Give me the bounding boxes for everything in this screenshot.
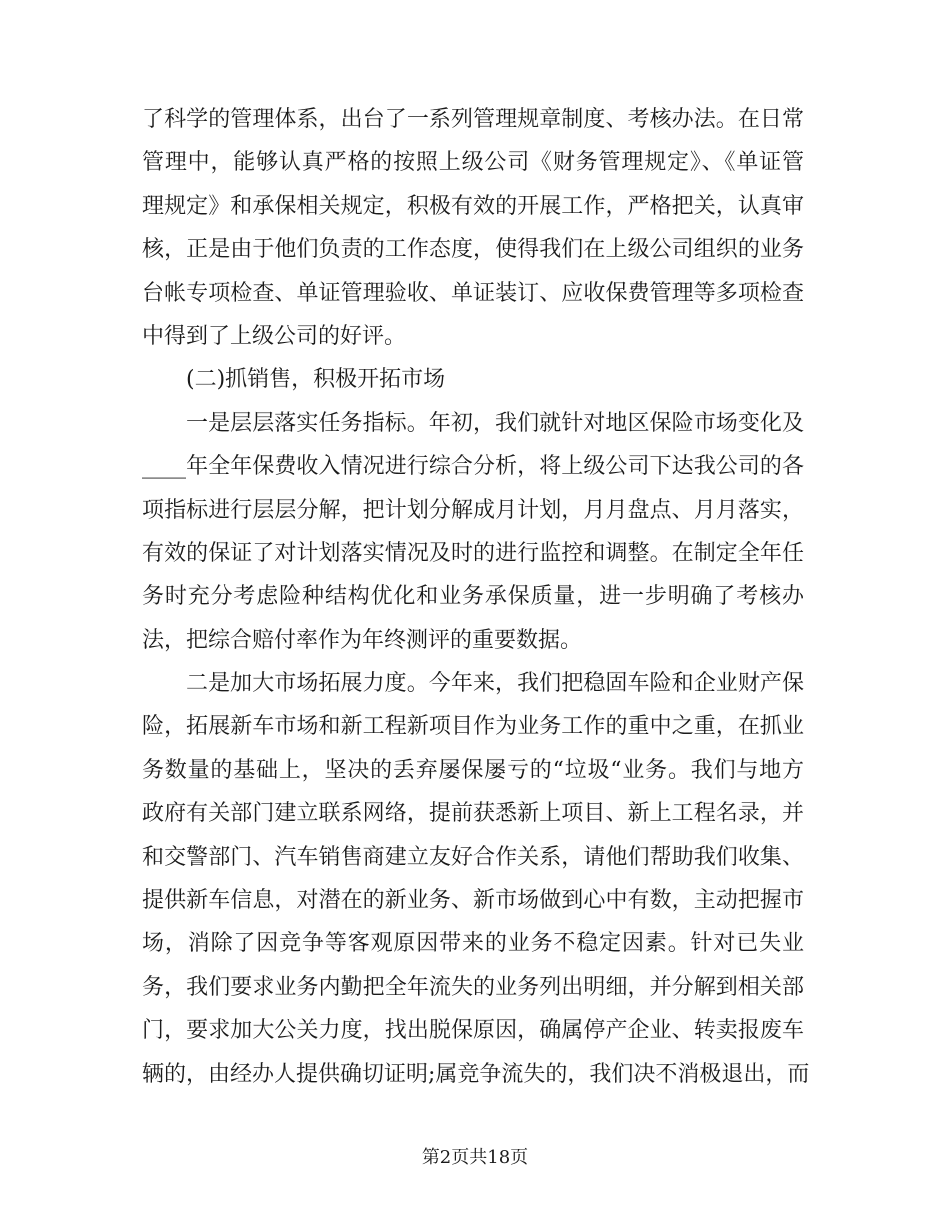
text-line: 务时充分考虑险种结构优化和业务承保质量，进一步明确了考核办: [142, 584, 804, 610]
text-line: 管理中，能够认真严格的按照上级公司《财务管理规定》、《单证管: [142, 150, 804, 176]
text-line: 了科学的管理体系，出台了一系列管理规章制度、考核办法。在日常: [142, 107, 804, 132]
text-line: 门，要求加大公关力度，找出脱保原因，确属停产企业、转卖报废车: [142, 1018, 804, 1044]
section-heading: (二)抓销售，积极开拓市场: [186, 367, 446, 393]
text-line: 险，拓展新车市场和新工程新项目作为业务工作的重中之重，在抓业: [142, 714, 804, 740]
text-line: 中得到了上级公司的好评。: [142, 323, 407, 349]
text-line: 提供新车信息，对潜在的新业务、新市场做到心中有数，主动把握市: [142, 888, 804, 914]
text-line: 一是层层落实任务指标。年初，我们就针对地区保险市场变化及: [186, 410, 804, 436]
text-line: 辆的，由经办人提供确切证明;属竞争流失的，我们决不消极退出，而: [142, 1061, 810, 1087]
text-line: 台帐专项检查、单证管理验收、单证装订、应收保费管理等多项检查: [142, 280, 804, 306]
text-line: 和交警部门、汽车销售商建立友好合作关系，请他们帮助我们收集、: [142, 844, 804, 870]
text-line: 法，把综合赔付率作为年终测评的重要数据。: [142, 627, 583, 653]
text-line: 核，正是由于他们负责的工作态度，使得我们在上级公司组织的业务: [142, 237, 804, 263]
document-body: [142, 98, 810, 1096]
text-line: 理规定》和承保相关规定，积极有效的开展工作，严格把关，认真审: [142, 193, 804, 219]
text-line: 项指标进行层层分解，把计划分解成月计划，月月盘点、月月落实，: [142, 497, 804, 523]
text-line: 场，消除了因竞争等客观原因带来的业务不稳定因素。针对已失业: [142, 931, 804, 957]
text-line: 政府有关部门建立联系网络，提前获悉新上项目、新上工程名录，并: [142, 801, 804, 827]
text-line: 务，我们要求业务内勤把全年流失的业务列出明细，并分解到相关部: [142, 974, 804, 1000]
page-number-footer: 第2页共18页: [421, 1147, 529, 1168]
text-line: 二是加大市场拓展力度。今年来，我们把稳固车险和企业财产保: [186, 671, 804, 697]
text-line: 务数量的基础上，坚决的丢弃屡保屡亏的“垃圾“业务。我们与地方: [142, 757, 804, 783]
text-line: 有效的保证了对计划落实情况及时的进行监控和调整。在制定全年任: [142, 540, 804, 566]
text-line: ____年全年保费收入情况进行综合分析，将上级公司下达我公司的各: [142, 454, 804, 480]
